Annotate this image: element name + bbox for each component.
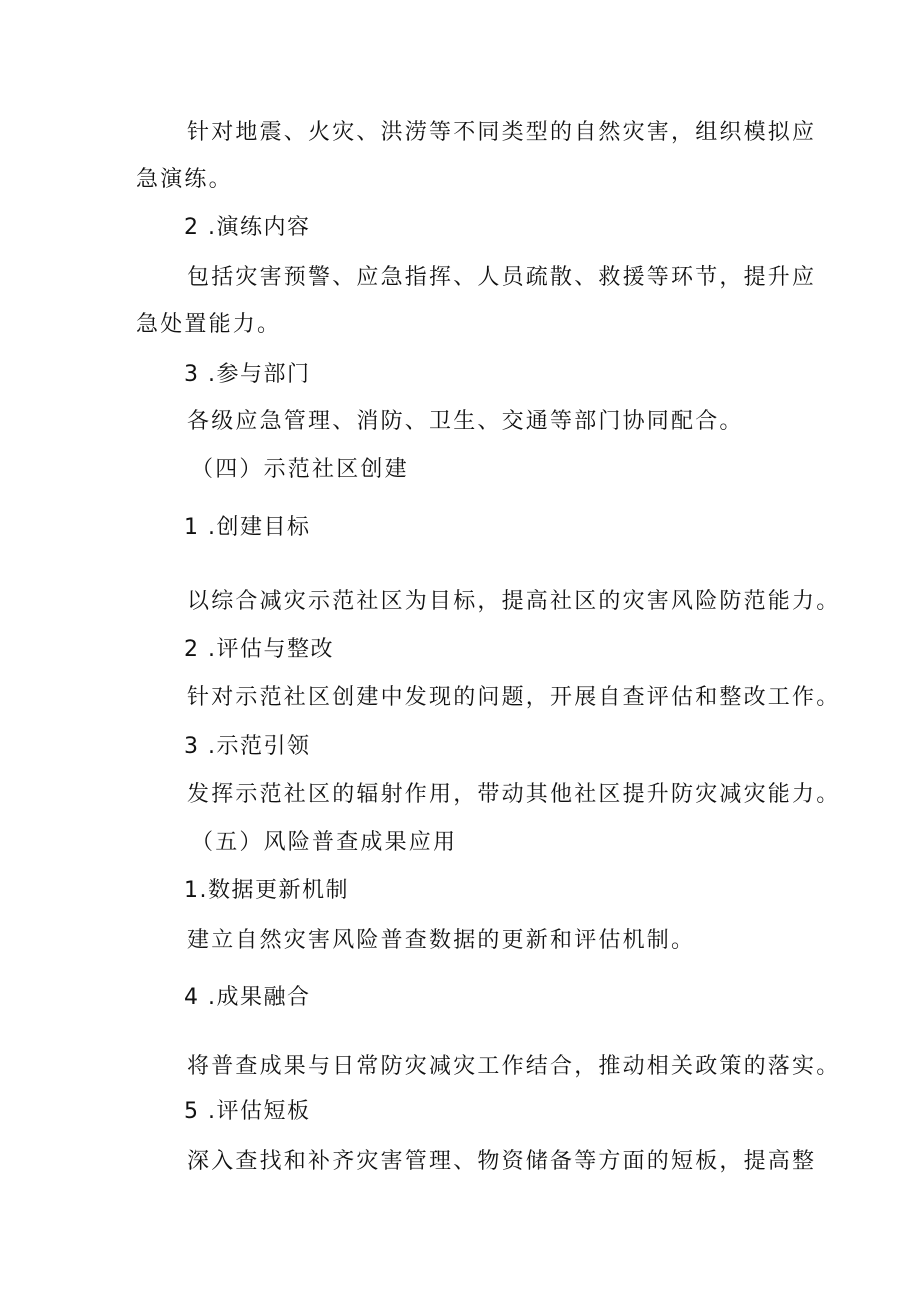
paragraph-line-4: 急处置能力。	[136, 312, 282, 337]
paragraph-line-2: 急演练。	[136, 167, 233, 192]
item-heading-2-assessment: 2 .评估与整改	[184, 637, 334, 662]
section-heading-4: （四）示范社区创建	[191, 457, 409, 482]
paragraph-line-8: 发挥示范社区的辐射作用，带动其他社区提升防灾减灾能力。	[187, 782, 841, 807]
paragraph-line-1: 针对地震、火灾、洪涝等不同类型的自然灾害，组织模拟应	[187, 120, 817, 145]
paragraph-line-3: 包括灾害预警、应急指挥、人员疏散、救援等环节，提升应	[187, 265, 817, 290]
item-heading-1-goal: 1 .创建目标	[184, 515, 311, 540]
section-heading-5: （五）风险普查成果应用	[191, 830, 458, 855]
item-heading-4-integration: 4 .成果融合	[184, 985, 311, 1010]
item-heading-2-drill-content: 2 .演练内容	[184, 215, 311, 240]
paragraph-line-5: 各级应急管理、消防、卫生、交通等部门协同配合。	[187, 409, 744, 434]
item-heading-3-demonstration: 3 .示范引领	[184, 734, 311, 759]
item-heading-1-data-update: 1.数据更新机制	[184, 878, 349, 903]
item-heading-5-shortcomings: 5 .评估短板	[184, 1099, 311, 1124]
paragraph-line-6: 以综合减灾示范社区为目标，提高社区的灾害风险防范能力。	[187, 589, 841, 614]
paragraph-line-7: 针对示范社区创建中发现的问题，开展自查评估和整改工作。	[187, 685, 841, 710]
paragraph-line-10: 将普查成果与日常防灾减灾工作结合，推动相关政策的落实。	[187, 1054, 841, 1079]
paragraph-line-11: 深入查找和补齐灾害管理、物资储备等方面的短板，提高整	[187, 1149, 817, 1174]
item-heading-3-departments: 3 .参与部门	[184, 362, 311, 387]
paragraph-line-9: 建立自然灾害风险普查数据的更新和评估机制。	[187, 928, 696, 953]
